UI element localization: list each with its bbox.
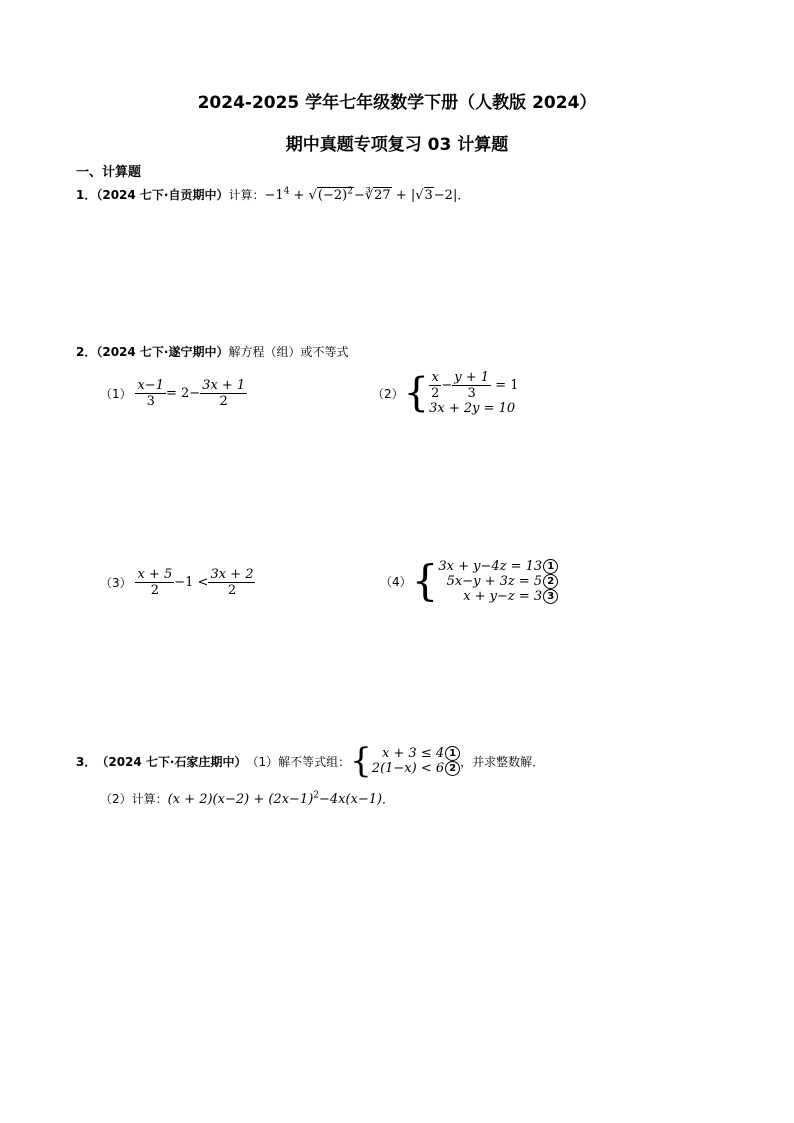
part-label: （1） [246, 754, 279, 769]
system-brace: { [411, 556, 439, 605]
question-end: ． [382, 792, 395, 806]
inequality-system: x + 3 ≤ 4 1 2(1−x) < 6 2 [372, 746, 460, 776]
question-prompt: 解方程（组）或不等式 [228, 345, 349, 359]
circled-number: 2 [543, 574, 558, 589]
math-expression: $-1^4$ + $√(-2)^2-∛27 + |√3-2|$ [264, 186, 458, 203]
math-operator: −1 < [174, 575, 209, 590]
fraction: $\frac{x + 5}{2}$ [137, 567, 173, 598]
question-1 [76, 186, 469, 203]
question-source: （2024 七下·遂宁期中） [96, 345, 229, 359]
system-brace: { [403, 370, 430, 416]
question-2 [76, 343, 349, 360]
part-label: （2） [372, 386, 404, 401]
circled-number: 1 [543, 559, 558, 574]
math-operator: = 2− [165, 386, 201, 401]
fraction: $\frac{3x + 1}{2}$ [202, 378, 246, 409]
q2-part-3 [100, 567, 255, 598]
fraction: $\frac{x-1}{3}$ [137, 378, 164, 409]
part-label: （2） [100, 792, 132, 806]
q2-part-4 [380, 557, 558, 605]
circled-number: 2 [445, 761, 460, 776]
part-label: （3） [100, 576, 132, 590]
question-number: 3． [76, 754, 97, 769]
question-prompt: 解不等式组： [278, 754, 351, 769]
question-end: ． [457, 188, 470, 202]
q2-part-1 [100, 378, 247, 409]
page-title: 2024-2025 学年七年级数学下册（人教版 2024） [197, 93, 597, 113]
math-expression: $(x + 2)(x-2) + (2x-1)^2-4x(x-1)$ [167, 790, 383, 807]
circled-number: 1 [445, 746, 460, 761]
equation-system: $\frac{x}{2}$ − $\frac{y + 1}{3}$ = 1 3x + 2y = 10 [429, 370, 519, 416]
question-prompt: 计算： [228, 188, 265, 202]
question-prompt: 计算： [131, 792, 168, 806]
question-source: （2024 七下·自贡期中） [96, 188, 229, 202]
circled-number: 3 [543, 589, 558, 604]
question-number: 1． [76, 188, 97, 202]
q3-part-2 [100, 790, 394, 807]
question-tail: ，并求整数解． [460, 754, 545, 769]
page-subtitle: 期中真题专项复习 03 计算题 [285, 135, 509, 155]
system-brace: { [350, 741, 372, 781]
question-source: （2024 七下·石家庄期中） [96, 754, 247, 769]
section-heading: 一、计算题 [76, 165, 142, 180]
question-3 [76, 741, 545, 781]
q2-part-2 [372, 370, 519, 416]
part-label: （4） [380, 574, 412, 589]
part-label: （1） [100, 387, 132, 401]
fraction: $\frac{3x + 2}{2}$ [210, 567, 254, 598]
equation-system: 3x + y−4z = 13 1 5x−y + 3z = 5 2 x + y−z = 3 3 [438, 559, 558, 604]
question-number: 2． [76, 345, 97, 359]
